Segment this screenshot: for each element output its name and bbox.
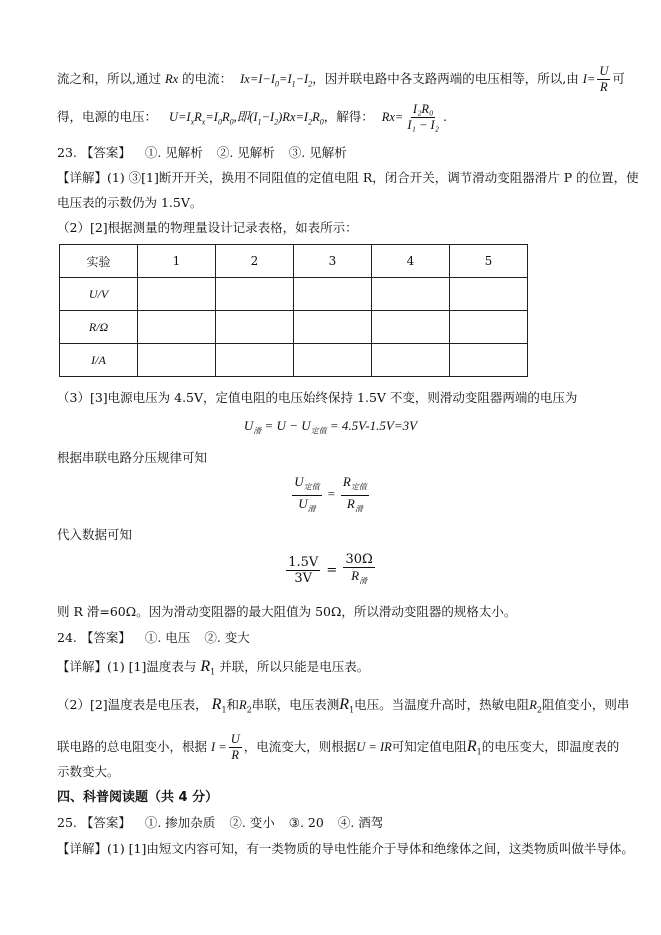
q25-answer: 25. 【答案】 ①. 掺加杂质 ②. 变小 ③. 20 ④. 酒驾: [57, 815, 384, 830]
q24-detail-2: （2）[2]温度表是电压表， $R_1$和$R_2$串联，电压表测$R_1$电压。当温度升高时，热敏电阻$R_2$阻值变小，则串: [57, 696, 630, 715]
table-cell: [294, 311, 372, 344]
q23-detail-2: 电压表的示数仍为 1.5V。: [57, 195, 203, 210]
q25-detail-1: 【详解】(1) [1]由短文内容可知，有一类物质的导电性能介于导体和绝缘体之间，这类物质叫做半导体。: [57, 841, 634, 856]
table-cell: 4: [372, 245, 450, 278]
q23-detail-4: （3）[3]电源电压为 4.5V，定值电阻的电压始终保持 1.5V 不变，则滑动变阻器两端的电压为: [57, 390, 578, 405]
equation-1: $U_滑 = U - U_{定值} = 4.5V-1.5V=3V$: [243, 418, 418, 436]
table-cell: [294, 344, 372, 377]
record-table: [59, 244, 528, 377]
line-1: 流之和，所以,通过 Rx 的电流： $Ix=I-I_0=I_1-I_2$，因并联电路中各支路两端的电压相等，所以,由 I= $\frac{U}{R}$ 可: [57, 64, 625, 94]
table-row: [60, 245, 528, 278]
q23-detail-3: （2）[2]根据测量的物理量设计记录表格，如表所示：: [57, 220, 358, 235]
table-cell: [450, 278, 528, 311]
q23-detail-7: 则 R 滑=60Ω。因为滑动变阻器的最大阻值为 50Ω，所以滑动变阻器的规格太小。: [57, 604, 517, 619]
table-cell: [450, 344, 528, 377]
table-row: [60, 311, 528, 344]
table-cell: [216, 311, 294, 344]
table-cell: 实验: [60, 245, 138, 278]
equation-3: $\frac{1.5V}{3V}$ = $\frac{30\Omega}{R_滑}$: [288, 552, 373, 586]
table-cell: U/V: [60, 278, 138, 311]
table-cell: 2: [216, 245, 294, 278]
table-cell: [138, 311, 216, 344]
table-cell: [294, 278, 372, 311]
q23-detail-1: 【详解】(1) ③[1]断开开关，换用不同阻值的定值电阻 R，闭合开关，调节滑动变阻器滑片 P 的位置，使: [57, 170, 639, 185]
q23-answer: 23. 【答案】 ①. 见解析 ②. 见解析 ③. 见解析: [57, 145, 347, 160]
table-cell: [372, 278, 450, 311]
table-cell: [450, 311, 528, 344]
q23-detail-6: 代入数据可知: [57, 527, 133, 542]
q24-answer: 24. 【答案】 ①. 电压 ②. 变大: [57, 630, 250, 645]
table-cell: 1: [138, 245, 216, 278]
table-cell: 5: [450, 245, 528, 278]
q23-detail-5: 根据串联电路分压规律可知: [57, 450, 208, 465]
equation-2: $\frac{U_{定值}}{U_滑}$ = $\frac{R_{定值}}{R_滑}$: [294, 474, 367, 514]
q24-detail-3: 联电路的总电阻变小，根据 I = $\frac{U}{R}$ ，电流变大，则根据U = IR可知定值电阻$R_1$的电压变大，即温度表的: [57, 732, 620, 762]
table-cell: R/Ω: [60, 311, 138, 344]
table-cell: I/A: [60, 344, 138, 377]
table-cell: [372, 311, 450, 344]
line-2: 得，电源的电压： $U=I_xR_x=I_0R_0$,即$(I_1-I_2)Rx=I_2R_0$，解得： Rx= $\frac{\text{I₂R₀}}{\text{I₁ − I₂}}$ .: [57, 102, 448, 132]
table-cell: [138, 344, 216, 377]
section-title: 四、科普阅读题（共 4 分）: [57, 790, 219, 805]
table-row: [60, 278, 528, 311]
q24-detail-4: 示数变大。: [57, 764, 120, 779]
q24-detail-1: 【详解】(1) [1]温度表与 $R_1$ 并联，所以只能是电压表。: [57, 658, 370, 677]
table-cell: [216, 344, 294, 377]
table-cell: [372, 344, 450, 377]
table-cell: [138, 278, 216, 311]
table-row: [60, 344, 528, 377]
table-cell: 3: [294, 245, 372, 278]
table-cell: [216, 278, 294, 311]
